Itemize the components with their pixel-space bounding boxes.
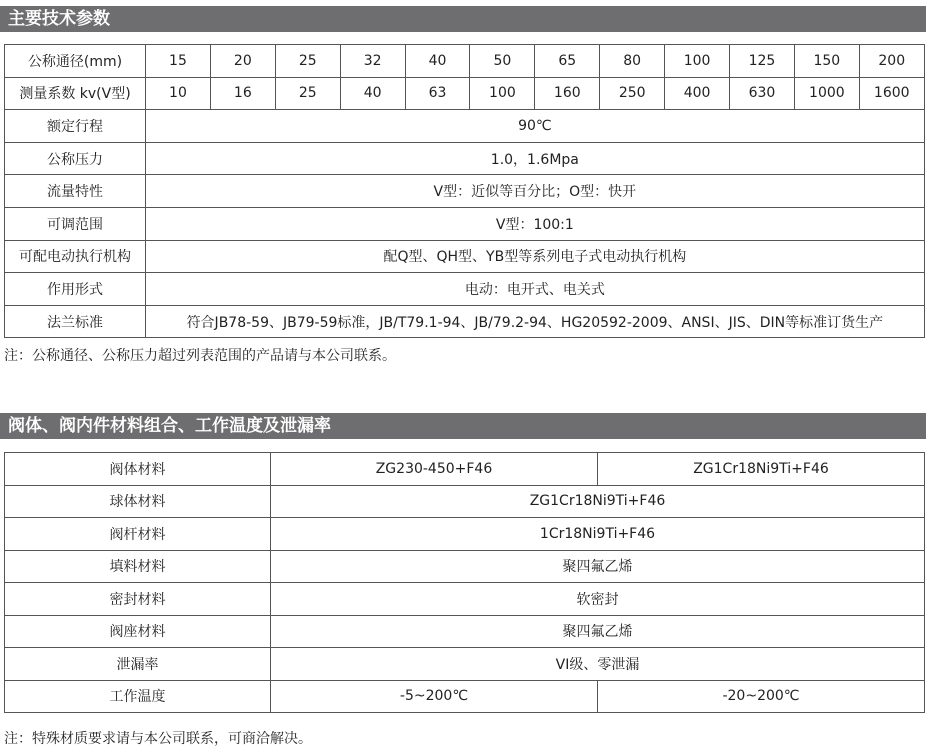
table-cell: 65 [535, 45, 600, 78]
table-row-flow-characteristic [5, 175, 925, 208]
table-row-ball-material [5, 485, 925, 518]
table-cell: 50 [470, 45, 535, 78]
note-text: 注：特殊材质要求请与本公司联系，可商洽解决。 [4, 731, 312, 747]
table-cell: 符合JB78-59、JB79-59标准，JB/T79.1-94、JB/79.2-94、HG20592-2009、ANSI、JIS、DIN等标准订货生产 [146, 305, 925, 338]
table-cell: 100 [470, 77, 535, 110]
table-cell: 15 [146, 45, 211, 78]
table-row-seal-material [5, 583, 925, 616]
table-cell: 聚四氟乙烯 [271, 615, 925, 648]
table-row-actuator [5, 240, 925, 273]
table-cell: VI级、零泄漏 [271, 648, 925, 681]
row-label: 额定行程 [5, 110, 146, 143]
table-cell: 配Q型、QH型、YB型等系列电子式电动执行机构 [146, 240, 925, 273]
table-row-flange-standard [5, 305, 925, 338]
table-cell: 25 [275, 45, 340, 78]
table-cell: 16 [210, 77, 275, 110]
table-cell: 40 [405, 45, 470, 78]
table-cell: V型：100:1 [146, 207, 925, 240]
table-cell: ZG1Cr18Ni9Ti+F46 [271, 485, 925, 518]
table-cell: 1Cr18Ni9Ti+F46 [271, 518, 925, 551]
table-cell: 20 [210, 45, 275, 78]
table-row-seat-material [5, 615, 925, 648]
row-label: 阀座材料 [5, 615, 271, 648]
row-label: 公称压力 [5, 142, 146, 175]
table-cell: 90℃ [146, 110, 925, 143]
row-label: 法兰标准 [5, 305, 146, 338]
materials-table [4, 452, 925, 713]
table-cell: 32 [340, 45, 405, 78]
table-row-stem-material [5, 518, 925, 551]
table-cell: 软密封 [271, 583, 925, 616]
table-row-leakage-rate [5, 648, 925, 681]
table-cell: ZG230-450+F46 [271, 453, 598, 486]
row-label: 作用形式 [5, 273, 146, 306]
table-cell: -5~200℃ [271, 680, 598, 713]
row-label: 球体材料 [5, 485, 271, 518]
row-label: 工作温度 [5, 680, 271, 713]
row-label: 测量系数 kv(V型) [5, 77, 146, 110]
table-row-body-material [5, 453, 925, 486]
table-cell: 250 [600, 77, 665, 110]
row-label: 密封材料 [5, 583, 271, 616]
table-cell: 10 [146, 77, 211, 110]
table-cell: 电动：电开式、电关式 [146, 273, 925, 306]
table-cell: V型：近似等百分比；O型：快开 [146, 175, 925, 208]
table-cell: 聚四氟乙烯 [271, 550, 925, 583]
table-row-rated-stroke [5, 110, 925, 143]
section-title-materials: 阀体、阀内件材料组合、工作温度及泄漏率 [0, 413, 926, 439]
table-cell: 400 [665, 77, 730, 110]
table-cell: 40 [340, 77, 405, 110]
table-cell: 125 [730, 45, 795, 78]
table-cell: 1.0，1.6Mpa [146, 142, 925, 175]
table-cell: 25 [275, 77, 340, 110]
table-cell: 630 [730, 77, 795, 110]
row-label: 阀体材料 [5, 453, 271, 486]
row-label: 阀杆材料 [5, 518, 271, 551]
table-row-working-temperature [5, 680, 925, 713]
table-cell: ZG1Cr18Ni9Ti+F46 [598, 453, 925, 486]
row-label: 填料材料 [5, 550, 271, 583]
table-cell: 1600 [859, 77, 924, 110]
table-cell: 1000 [794, 77, 859, 110]
note-text: 注：公称通径、公称压力超过列表范围的产品请与本公司联系。 [4, 348, 396, 364]
table-row-adjustable-range [5, 207, 925, 240]
row-label: 公称通径(mm) [5, 45, 146, 78]
row-label: 泄漏率 [5, 648, 271, 681]
row-label: 可调范围 [5, 207, 146, 240]
table-row-action-form [5, 273, 925, 306]
table-row-nominal-pressure [5, 142, 925, 175]
table-cell: 160 [535, 77, 600, 110]
table-row-kv [5, 77, 925, 110]
table-cell: 80 [600, 45, 665, 78]
table-cell: 150 [794, 45, 859, 78]
table-cell: 100 [665, 45, 730, 78]
table-cell: -20~200℃ [598, 680, 925, 713]
row-label: 可配电动执行机构 [5, 240, 146, 273]
table-row-nominal-diameter [5, 45, 925, 78]
section-title-technical-params: 主要技术参数 [0, 6, 926, 32]
table-cell: 63 [405, 77, 470, 110]
row-label: 流量特性 [5, 175, 146, 208]
table-cell: 200 [859, 45, 924, 78]
table-row-packing-material [5, 550, 925, 583]
technical-params-table [4, 44, 925, 338]
